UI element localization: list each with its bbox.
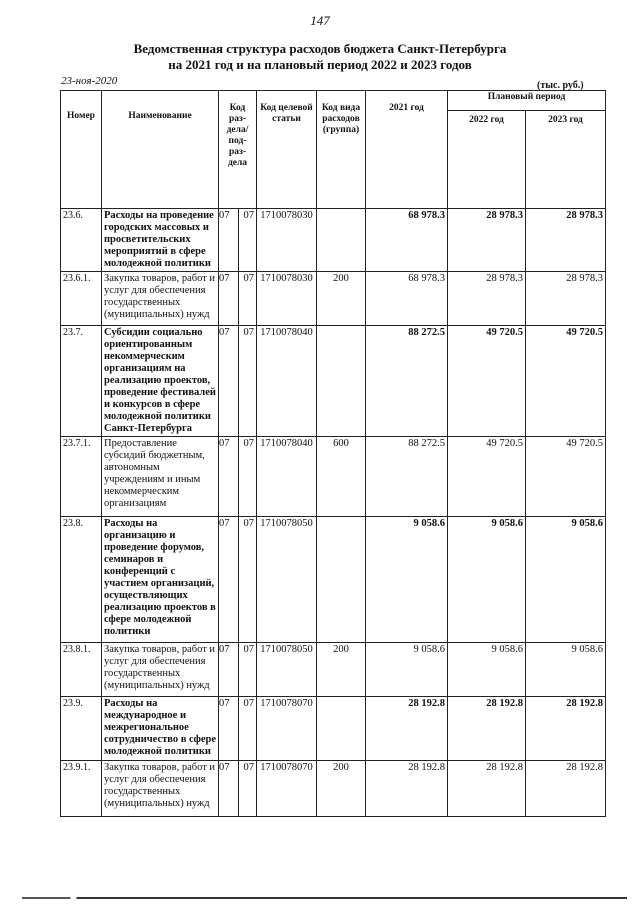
row-subsection-code: 07: [239, 437, 257, 517]
row-expense-type-code: 200: [317, 272, 366, 326]
row-subsection-code: 07: [239, 326, 257, 437]
row-amount-2021: 88 272.5: [366, 437, 448, 517]
row-subsection-code: 07: [239, 761, 257, 817]
row-amount-2021: 68 978.3: [366, 272, 448, 326]
row-amount-2022: 49 720.5: [448, 437, 526, 517]
row-amount-2021: 9 058.6: [366, 517, 448, 643]
row-amount-2023: 28 192.8: [526, 697, 606, 761]
row-number: 23.7.1.: [61, 437, 102, 517]
row-target-code: 1710078040: [257, 326, 317, 437]
table-row: [61, 517, 606, 643]
table-row: [61, 761, 606, 817]
table-row: [61, 437, 606, 517]
row-subsection-code: 07: [239, 272, 257, 326]
row-amount-2023: 9 058.6: [526, 517, 606, 643]
row-amount-2022: 28 978.3: [448, 272, 526, 326]
row-expense-type-code: 200: [317, 643, 366, 697]
header-section-code: Код раз-дела/ под-раз-дела: [219, 91, 257, 209]
title-line-1: Ведомственная структура расходов бюджета Санкт-Петербурга: [133, 41, 507, 56]
row-expense-type-code: [317, 697, 366, 761]
row-amount-2023: 28 978.3: [526, 209, 606, 272]
row-subsection-code: 07: [239, 697, 257, 761]
header-target-code: Код целевой статьи: [257, 91, 317, 209]
document-title: [0, 41, 640, 73]
row-amount-2022: 9 058.6: [448, 643, 526, 697]
row-number: 23.9.1.: [61, 761, 102, 817]
table-row: [61, 209, 606, 272]
header-year-2023: 2023 год: [526, 111, 606, 209]
table-row: [61, 643, 606, 697]
row-amount-2021: 88 272.5: [366, 326, 448, 437]
row-name: Закупка товаров, работ и услуг для обеспечения государственных (муниципальных) нужд: [102, 272, 219, 326]
header-year-2021: 2021 год: [366, 91, 448, 209]
row-target-code: 1710078050: [257, 517, 317, 643]
row-subsection-code: 07: [239, 517, 257, 643]
row-name: Расходы на организацию и проведение форумов, семинаров и конференций с участием организаций, осуществляющих реализацию проектов в сфере молодежной политики: [102, 517, 219, 643]
row-target-code: 1710078040: [257, 437, 317, 517]
row-number: 23.9.: [61, 697, 102, 761]
table-row: [61, 326, 606, 437]
row-expense-type-code: 200: [317, 761, 366, 817]
page-number: 147: [310, 13, 330, 28]
row-section-code: 07: [219, 437, 239, 517]
row-amount-2022: 28 978.3: [448, 209, 526, 272]
units-label: (тыс. руб.): [537, 80, 584, 91]
row-target-code: 1710078050: [257, 643, 317, 697]
row-target-code: 1710078030: [257, 209, 317, 272]
row-amount-2022: 9 058.6: [448, 517, 526, 643]
row-amount-2021: 9 058.6: [366, 643, 448, 697]
row-amount-2023: 49 720.5: [526, 326, 606, 437]
header-expense-type-code: Код вида расходов (группа): [317, 91, 366, 209]
row-expense-type-code: [317, 209, 366, 272]
row-subsection-code: 07: [239, 643, 257, 697]
header-number: Номер: [61, 91, 102, 209]
row-target-code: 1710078030: [257, 272, 317, 326]
row-name: Субсидии социально ориентированным некоммерческим организациям на реализацию проектов, проведение фестивалей и конкурсов в сфере молодежной политики Санкт-Петербурга: [102, 326, 219, 437]
row-section-code: 07: [219, 326, 239, 437]
row-expense-type-code: [317, 326, 366, 437]
row-amount-2023: 49 720.5: [526, 437, 606, 517]
row-amount-2023: 28 192.8: [526, 761, 606, 817]
row-amount-2023: 28 978.3: [526, 272, 606, 326]
row-name: Предоставление субсидий бюджетным, автономным учреждениям и иным некоммерческим организациям: [102, 437, 219, 517]
budget-table: [60, 90, 606, 817]
row-name: Расходы на международное и межрегиональное сотрудничество в сфере молодежной политики: [102, 697, 219, 761]
header-name: Наименование: [102, 91, 219, 209]
row-name: Закупка товаров, работ и услуг для обеспечения государственных (муниципальных) нужд: [102, 643, 219, 697]
row-section-code: 07: [219, 517, 239, 643]
row-amount-2022: 28 192.8: [448, 697, 526, 761]
row-target-code: 1710078070: [257, 697, 317, 761]
row-section-code: 07: [219, 761, 239, 817]
row-amount-2022: 28 192.8: [448, 761, 526, 817]
row-section-code: 07: [219, 643, 239, 697]
row-amount-2021: 28 192.8: [366, 697, 448, 761]
header-year-2022: 2022 год: [448, 111, 526, 209]
row-name: Расходы на проведение городских массовых и просветительских мероприятий в сфере молодежной политики: [102, 209, 219, 272]
bottom-rule: [22, 897, 627, 899]
row-amount-2021: 28 192.8: [366, 761, 448, 817]
table-row: [61, 697, 606, 761]
row-name: Закупка товаров, работ и услуг для обеспечения государственных (муниципальных) нужд: [102, 761, 219, 817]
row-number: 23.8.: [61, 517, 102, 643]
row-amount-2021: 68 978.3: [366, 209, 448, 272]
row-number: 23.6.: [61, 209, 102, 272]
title-line-2: на 2021 год и на плановый период 2022 и 2023 годов: [168, 57, 472, 72]
row-expense-type-code: 600: [317, 437, 366, 517]
row-number: 23.8.1.: [61, 643, 102, 697]
row-subsection-code: 07: [239, 209, 257, 272]
row-number: 23.6.1.: [61, 272, 102, 326]
row-amount-2023: 9 058.6: [526, 643, 606, 697]
row-number: 23.7.: [61, 326, 102, 437]
row-section-code: 07: [219, 272, 239, 326]
row-section-code: 07: [219, 209, 239, 272]
document-date: 23-ноя-2020: [61, 75, 118, 87]
header-planned-period: Плановый период: [448, 91, 606, 111]
row-target-code: 1710078070: [257, 761, 317, 817]
row-section-code: 07: [219, 697, 239, 761]
table-row: [61, 272, 606, 326]
row-expense-type-code: [317, 517, 366, 643]
row-amount-2022: 49 720.5: [448, 326, 526, 437]
